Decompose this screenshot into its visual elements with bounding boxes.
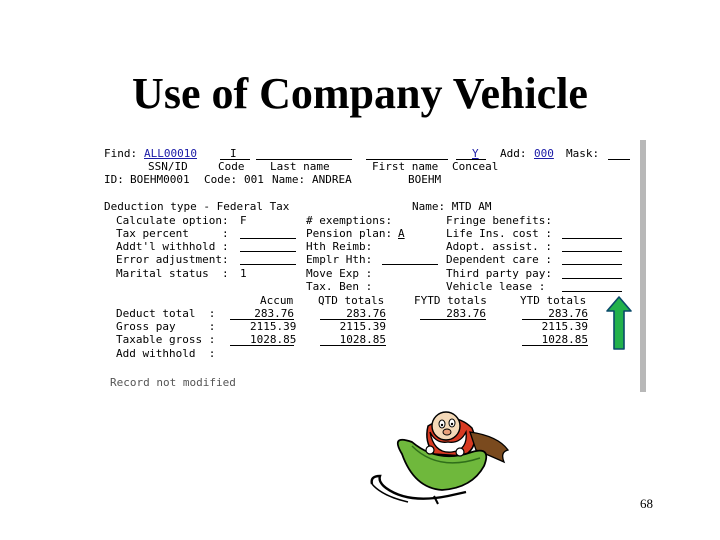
taxable-gross-qtd: 1028.85 (339, 333, 386, 346)
adopt-assist-label: Adopt. assist. : (446, 240, 552, 253)
totals-header-fytd: FYTD totals (414, 294, 487, 307)
third-party-pay-label: Third party pay: (446, 267, 552, 280)
terminal-screen (100, 140, 645, 392)
deduct-total-fytd-underline (420, 319, 486, 320)
totals-header-qtd: QTD totals (318, 294, 385, 307)
find-flag[interactable]: I (230, 147, 237, 160)
pension-plan-label: Pension plan: (306, 227, 393, 240)
find-input[interactable]: ALL00010 (144, 147, 197, 160)
dependent-care-input[interactable] (562, 264, 622, 265)
totals-header-ytd: YTD totals (520, 294, 587, 307)
gross-pay-accum: 2115.39 (250, 320, 297, 333)
calc-option-input[interactable]: F (240, 214, 247, 227)
id-label: ID: (104, 173, 124, 186)
gross-pay-qtd: 2115.39 (339, 320, 386, 333)
tax-ben-label: Tax. Ben : (306, 280, 373, 293)
deduct-total-qtd: 283.76 (346, 307, 386, 320)
col-conceal: Conceal (452, 160, 499, 173)
dependent-care-label: Dependent care : (446, 253, 552, 266)
col-first-name: First name (372, 160, 439, 173)
code-label: Code: (204, 173, 238, 186)
find-label: Find: (104, 147, 138, 160)
error-adjustment-label: Error adjustment: (116, 253, 229, 266)
sled-rider-clipart (368, 392, 518, 517)
status-message: Record not modified (110, 376, 236, 389)
taxable-gross-ytd: 1028.85 (541, 333, 588, 346)
up-arrow-icon (606, 296, 632, 350)
taxable-gross-label: Taxable gross : (116, 333, 216, 346)
pension-plan-input[interactable]: A (398, 227, 405, 240)
deduct-total-ytd: 283.76 (548, 307, 588, 320)
screen-scrollbar[interactable] (640, 140, 646, 392)
slide-title: Use of Company Vehicle (132, 69, 588, 118)
fringe-benefits-label: Fringe benefits: (446, 214, 552, 227)
name-label: Name: (272, 173, 306, 186)
last-name-value: ANDREA (312, 173, 352, 186)
mask-label: Mask: (566, 147, 600, 160)
addtl-withhold-label: Addt'l withhold : (116, 240, 229, 253)
deduction-type: Deduction type - Federal Tax (104, 200, 290, 213)
calc-option-label: Calculate option: (116, 214, 229, 227)
error-adjustment-input[interactable] (240, 264, 296, 265)
exemptions-label: # exemptions: (306, 214, 393, 227)
col-last-name: Last name (270, 160, 330, 173)
taxable-gross-qtd-underline (320, 345, 386, 346)
emplr-hth-label: Emplr Hth: (306, 253, 373, 266)
add-label: Add: (500, 147, 527, 160)
tax-percent-input[interactable] (240, 238, 296, 239)
addtl-withhold-input[interactable] (240, 251, 296, 252)
totals-header-accum: Accum (260, 294, 294, 307)
find-y-input[interactable]: Y (472, 147, 479, 160)
emplr-hth-input[interactable] (382, 264, 438, 265)
deduction-name: Name: MTD AM (412, 200, 492, 213)
move-exp-label: Move Exp : (306, 267, 373, 280)
deduct-total-label: Deduct total : (116, 307, 216, 320)
vehicle-lease-label: Vehicle lease : (446, 280, 546, 293)
code-value: 001 (244, 173, 264, 186)
marital-status-label: Marital status : (116, 267, 229, 280)
taxable-gross-ytd-underline (522, 345, 588, 346)
deduct-total-accum: 283.76 (254, 307, 294, 320)
life-ins-cost-input[interactable] (562, 238, 622, 239)
col-ssnid: SSN/ID (148, 160, 188, 173)
mask-input[interactable] (608, 159, 630, 160)
gross-pay-ytd: 2115.39 (541, 320, 588, 333)
gross-pay-label: Gross pay : (116, 320, 216, 333)
marital-status-input[interactable]: 1 (240, 267, 247, 280)
life-ins-cost-label: Life Ins. cost : (446, 227, 552, 240)
page-number: 68 (640, 496, 653, 511)
adopt-assist-input[interactable] (562, 251, 622, 252)
third-party-pay-input[interactable] (562, 278, 622, 279)
add-input[interactable]: 000 (534, 147, 554, 160)
vehicle-lease-input[interactable] (562, 291, 622, 292)
deduct-total-fytd: 283.76 (446, 307, 486, 320)
hth-reimb-label: Hth Reimb: (306, 240, 373, 253)
taxable-gross-accum: 1028.85 (250, 333, 297, 346)
tax-percent-label: Tax percent : (116, 227, 229, 240)
id-value: BOEHM0001 (130, 173, 190, 186)
col-code: Code (218, 160, 245, 173)
taxable-gross-accum-underline (230, 345, 294, 346)
add-withhold-label: Add withhold : (116, 347, 216, 360)
first-name-value: BOEHM (408, 173, 442, 186)
